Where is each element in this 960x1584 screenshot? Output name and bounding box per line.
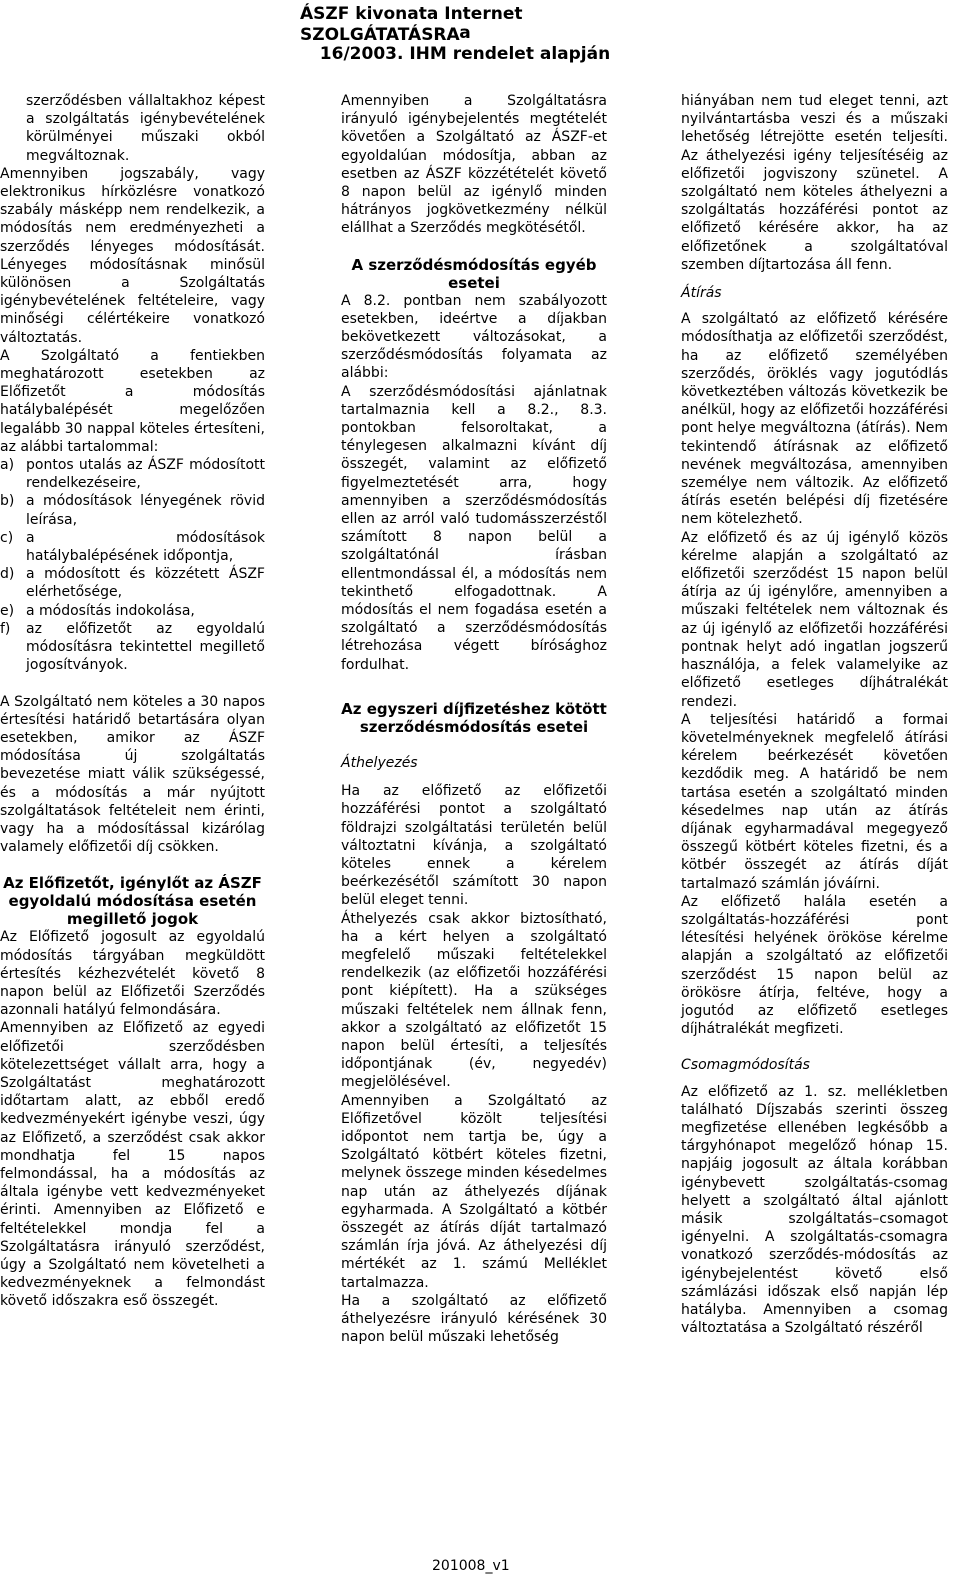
section-heading: Az Előfizetőt, igénylőt az ÁSZF egyoldalú módosítása esetén megillető jogok	[3, 874, 262, 929]
paragraph: Az Előfizető jogosult az egyoldalú módosítás tárgyában megküldött értesítés kézhezvételét követő 8 napon belül az Előfizetői Szerződés azonnali hatályú felmondására.	[0, 929, 265, 1019]
list-item-text: a módosítások lényegének rövid leírása,	[26, 493, 265, 528]
subsection-title: Átírás	[681, 285, 722, 302]
paragraph: A 8.2. pontban nem szabályozott esetekben, ideértve a díjakban bekövetkezett változásokat, a szerződésmódosítás folyamata az alábbi:	[341, 292, 607, 382]
subsection-title: Csomagmódosítás	[681, 1057, 810, 1074]
list-item-text: a módosított és közzétett ÁSZF elérhetősége,	[26, 566, 265, 601]
list-marker: e)	[0, 602, 15, 619]
paragraph: Az előfizető és az új igénylő közös kérelme alapján a szolgáltató az előfizetői szerződést 15 napon belül átírja az új igénylőre, amennyiben a műszaki feltételek nem változnak és az új igénylő az előfizetői hozzáférési pontnak helyt adó ingatlan jogszerű használója, a felek valamelyike az előfizető esetleges díjhátralékát rendezi.	[681, 529, 948, 710]
header-title: ÁSZF kivonata Internet SZOLGÁTATÁSRA	[300, 4, 523, 45]
paragraph: szerződésben vállaltakhoz képest a szolgáltatás igénybevételének körülményei műszaki okból megváltoznak.	[26, 93, 265, 164]
list-marker: f)	[0, 620, 11, 637]
column-2	[341, 92, 607, 1346]
column-3	[681, 92, 948, 1337]
paragraph: A szolgáltató az előfizető kérésére módosíthatja az előfizetői szerződést, ha az előfizető személyében szerződés, öröklés vagy jogutódlás következtében változás következik be anélkül, hogy az előfizetői hozzáférési pont helye megváltozna (átírás). Nem tekintendő átírásnak az előfizető nevének megváltozása, amennyiben személye nem változik. Az előfizető átírás esetén belépési díj fizetésére nem kötelezhető.	[681, 311, 948, 528]
list-marker: c)	[0, 529, 14, 546]
list-marker: a)	[0, 457, 15, 474]
paragraph: A Szolgáltató nem köteles a 30 napos értesítési határidő betartására olyan esetekben, amikor az ÁSZF módosítása új szolgáltatás bevezetése miatt válik szükségessé, és a módosítás a már nyújtott szolgáltatások feltételeit nem érinti, vagy ha a módosítással kizárólag valamely előfizetői díj csökken.	[0, 693, 265, 856]
paragraph: Amennyiben a Szolgáltató az Előfizetővel közölt teljesítési időpontot nem tartja be, úgy a Szolgáltató kötbért köteles fizetni, melynek összege minden késedelmes nap után az áthelyezés díjának egyharmada. A Szolgáltató a kötbér összegét az átírás díját tartalmazó számlán írja jóvá. Az áthelyezési díj mértékét az 1. számú Melléklet tartalmazza.	[341, 1092, 607, 1291]
paragraph: A Szolgáltató a fentiekben meghatározott esetekben az Előfizetőt a módosítás hatálybalépését megelőzően legalább 30 nappal köteles értesíteni, az alábbi tartalommal:	[0, 347, 265, 455]
version-footer: 201008_v1	[432, 1558, 510, 1574]
paragraph: Az előfizető halála esetén a szolgáltatás-hozzáférési pont létesítési helyének örököse kérelme alapján a szolgáltató az előfizetői szerződést 15 napon belül az örökösre átírja, feltéve, hogy a jogutód az előfizető esetleges díjhátralékát megfizeti.	[681, 893, 948, 1038]
column-1	[0, 92, 265, 1311]
paragraph: Ha a szolgáltató az előfizető áthelyezésre irányuló kérésének 30 napon belül műszaki lehetőség	[341, 1292, 607, 1346]
list-item	[0, 620, 265, 675]
list-item-text: pontos utalás az ÁSZF módosított rendelkezéseire,	[26, 457, 265, 492]
paragraph: hiányában nem tud eleget tenni, azt nyilvántartásba veszi és a műszaki lehetőség létrejötte esetén teljesíti. Az áthelyezési igény teljesítéséig az előfizetői jogviszony szünetel. A szolgáltató nem köteles áthelyezni a szolgáltatás hozzáférési pontot az előfizető kérésére akkor, ha az előfizetőnek a szolgáltatóval szemben díjtartozása áll fenn.	[681, 93, 948, 273]
header-regulation: 16/2003. IHM rendelet alapján	[319, 44, 611, 64]
header-connector: a	[459, 23, 471, 43]
paragraph: Amennyiben jogszabály, vagy elektronikus hírközlésre vonatkozó szabály másképp nem rendelkezik, a módosítás nem eredményezheti a szerződés lényeges módosítását. Lényeges módosításnak minősül különösen a Szolgáltatás igénybevételének feltételeire, vagy minőségi célértékeire vonatkozó változtatás.	[0, 165, 265, 346]
list-item	[0, 456, 265, 492]
paragraph: Ha az előfizető az előfizetői hozzáférési pontot a szolgáltató földrajzi szolgáltatási területén belül változtatni kívánja, a szolgáltató köteles ennek a kérelem beérkezésétől számított 30 napon belül eleget tenni.	[341, 783, 607, 909]
paragraph: Amennyiben a Szolgáltatásra irányuló igénybejelentés megtételét követően a Szolgáltató az ÁSZF-et egyoldalúan módosítja, abban az esetben az ÁSZF közzétételét követő 8 napon belül az igénylő minden hátrányos jogkövetkezmény nélkül elállhat a Szerződés megkötésétől.	[341, 93, 607, 237]
list-item-text: a módosítás indokolása,	[26, 602, 195, 619]
list-marker: d)	[0, 566, 15, 583]
list-item	[0, 602, 265, 620]
paragraph: Amennyiben az Előfizető az egyedi előfizetői szerződésben kötelezettséget vállalt arra, hogy a Szolgáltatást meghatározott időtartam alatt, az ebből eredő kedvezményekért igénybe veszi, úgy az Előfizető, a szerződést csak akkor mondhatja fel 15 napos felmondással, ha a módosítás az általa igénybe vett kedvezményeket érinti. Amennyiben az Előfizető e feltételekkel mondja fel a Szolgáltatásra irányuló szerződést, úgy a Szolgáltató nem követelheti a kedvezményeknek a felmondást követő időszakra eső összegét.	[0, 1020, 265, 1310]
paragraph: Az előfizető az 1. sz. mellékletben található Díjszabás szerinti összeg megfizetése ellenében legkésőbb a tárgyhónapot megelőző hónap 15. napjáig jogosult az általa korábban igénybevett szolgáltatás-csomag helyett a szolgáltató által ajánlott másik szolgáltatás–csomagot igényelni. A szolgáltatás-csomagra vonatkozó szerződés-módosítás az igénybejelentést követő első számlázási időszak első napján lép hatályba. Amennyiben a csomag változtatása a Szolgáltató részéről	[681, 1083, 948, 1337]
section-heading: Az egyszeri díjfizetéshez kötött szerződésmódosítás esetei	[341, 699, 607, 736]
list-item	[0, 492, 265, 528]
paragraph: A szerződésmódosítási ajánlatnak tartalmaznia kell a 8.2., 8.3. pontokban felsoroltakat, a ténylegesen alkalmazni kívánt díj összegét, valamint az előfizető figyelmeztetését arra, hogy amennyiben a szerződésmódosítás ellen az arról való tudomásszerzéstől számított 8 napon belül a szolgáltatónál írásban ellentmondással él, a módosítás nem tekinthető elfogadottnak. A módosítás el nem fogadása esetén a szolgáltató a szerződésmódosítás létrehozása végett bírósághoz fordulhat.	[341, 383, 607, 673]
list-item	[0, 565, 265, 601]
section-heading: A szerződésmódosítás egyéb esetei	[351, 255, 597, 292]
paragraph: Áthelyezés csak akkor biztosítható, ha a kért helyen a szolgáltató megfelelő műszaki feltételekkel rendelkezik (az előfizetői hozzáférési pont kiépített). Ha a szükséges műszaki feltételek nem állnak fenn, akkor a szolgáltató az előfizetőt 15 napon belül értesíti, a teljesítés időpontjának (év, negyedév) megjelölésével.	[341, 910, 607, 1091]
list-item-text: a módosítások hatálybalépésének időpontja,	[26, 529, 265, 565]
list-marker: b)	[0, 493, 15, 510]
paragraph: A teljesítési határidő a formai követelményeknek megfelelő átírási kérelem beérkezését követően kezdődik meg. A határidő be nem tartása esetén a szolgáltató minden késedelmes nap után az átírás díjának egyharmadával megegyező összegű kötbért köteles fizetni, és a kötbér összegét az átírás díját tartalmazó számlán jóváírni.	[681, 711, 948, 892]
list-item-text: az előfizetőt az egyoldalú módosításra tekintettel megillető jogosítványok.	[26, 620, 265, 674]
subsection-title: Áthelyezés	[341, 754, 418, 771]
notification-content-list	[0, 456, 265, 674]
list-item	[0, 529, 265, 565]
